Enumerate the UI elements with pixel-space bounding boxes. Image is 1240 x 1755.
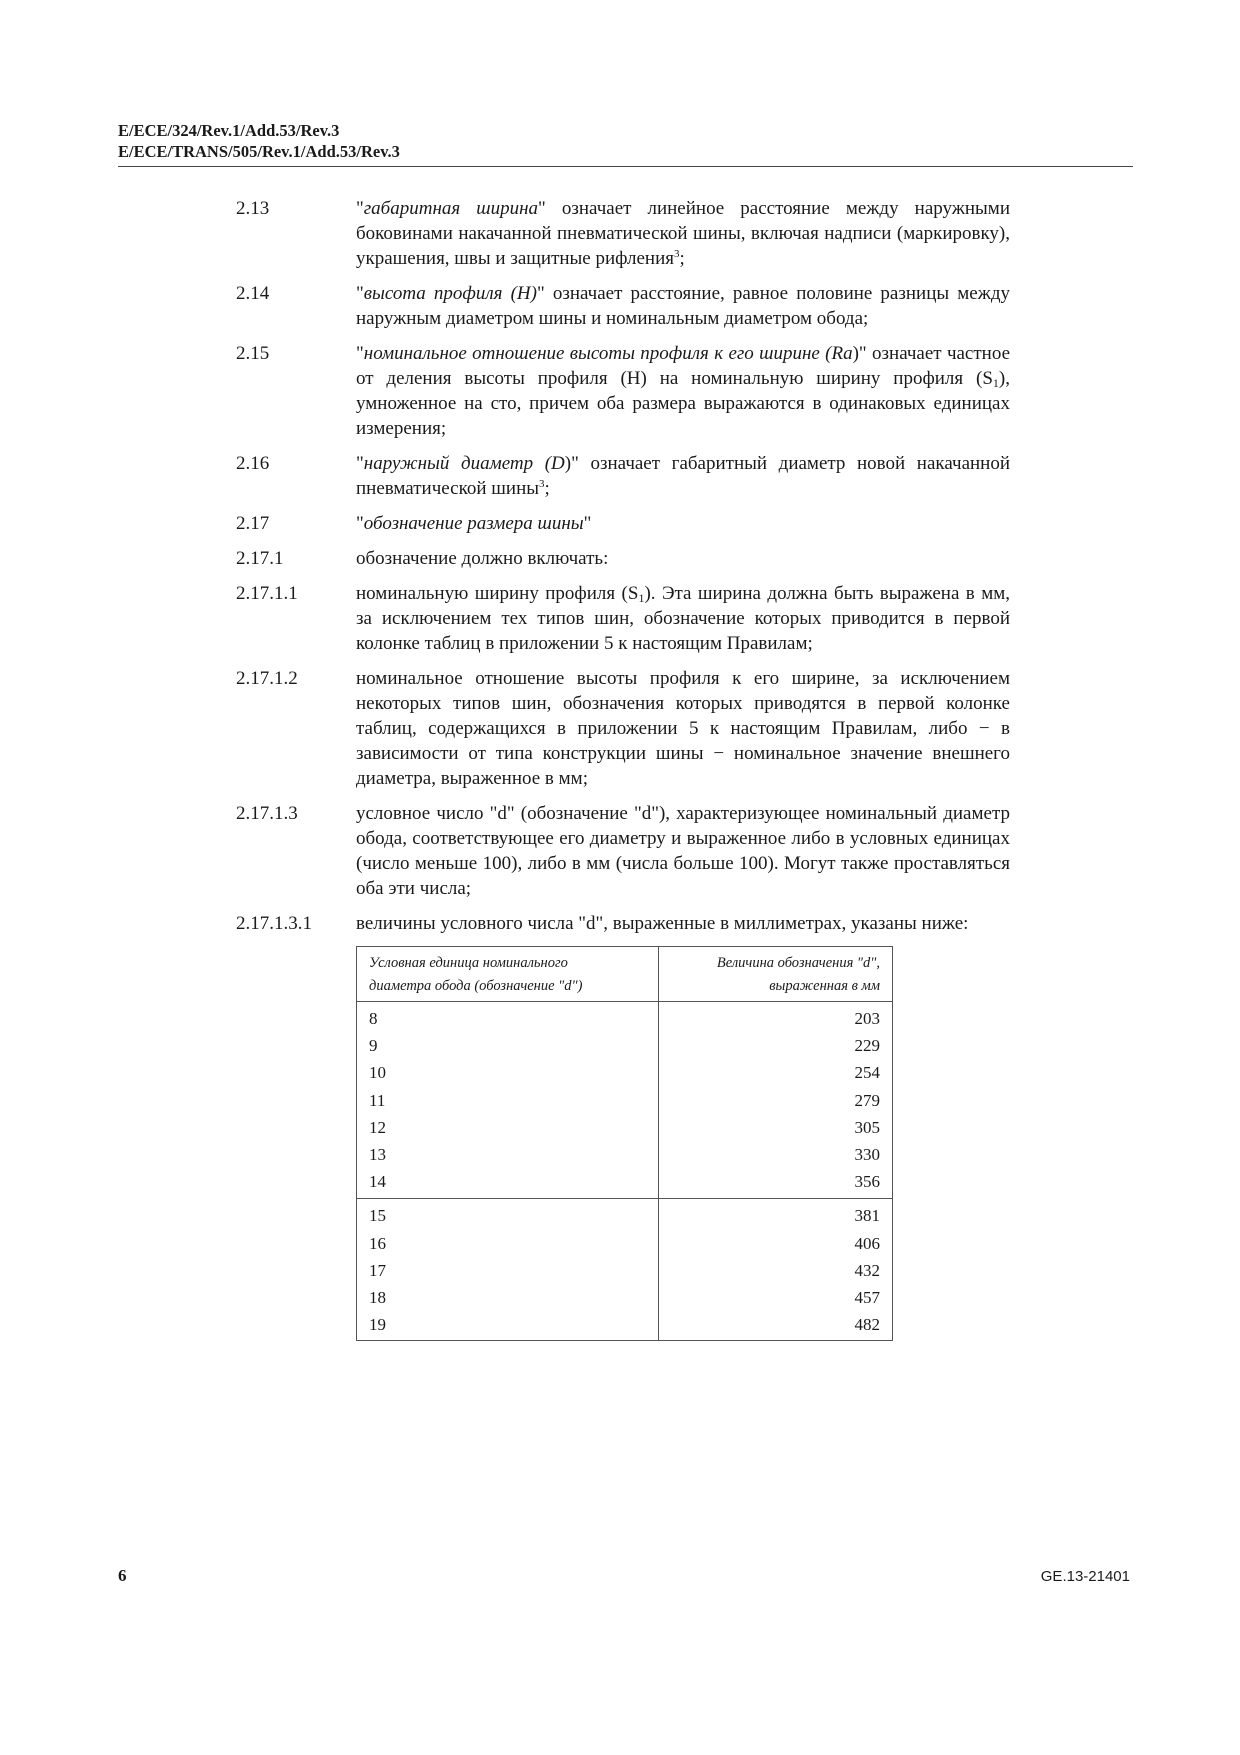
header-symbol-1: E/ECE/324/Rev.1/Add.53/Rev.3 xyxy=(118,121,340,140)
table-row: 10 254 xyxy=(357,1059,893,1086)
table-row: 13 330 xyxy=(357,1141,893,1168)
paragraph-text: номинальную ширину профиля $(S_1)$. Эта ширина должна быть выражена в мм, за исключением тех типов шин, обозначение которых приводится в первой колонке таблиц в приложении 5 к настоящим Правилам; xyxy=(356,583,1010,654)
paragraph-number: 2.17.1.3.1 xyxy=(236,913,312,934)
table-header-code: Условная единица номинального диаметра обода (обозначение "d") xyxy=(357,947,659,1002)
paragraph-number: 2.17.1.2 xyxy=(236,668,298,689)
paragraph-number: 2.17.1.1 xyxy=(236,583,298,604)
paragraph-2-14 xyxy=(236,281,1010,331)
table-row: 9 229 xyxy=(357,1032,893,1059)
term: номинальное отношение высоты профиля к его ширине (Ra xyxy=(363,343,853,364)
table-header-row xyxy=(357,947,893,1002)
paragraph-number: 2.16 xyxy=(236,453,270,474)
table-row: 11 279 xyxy=(357,1087,893,1114)
paragraph-text: "наружный диаметр (D)" означает габаритный диаметр новой накачанной пневматической шины$^3$; xyxy=(356,453,1011,499)
paragraph-text: условное число "d" (обозначение "d"), характеризующее номинальный диаметр обода, соответствующее его диаметру и выраженное либо в условных единицах (число меньше 100), либо в мм (числа больше 100). Могут также проставляться оба эти числа; xyxy=(356,803,1010,899)
paragraph-2-13 xyxy=(236,196,1010,271)
term: высота профиля (H) xyxy=(363,283,537,304)
paragraph-text: номинальное отношение высоты профиля к его ширине, за исключением некоторых типов шин, обозначения которых приводятся в первой колонке таблиц, содержащихся в приложении 5 к настоящим Правилам, либо − в зависимости от типа конструкции шины − номинальное значение внешнего диаметра, выраженное в мм; xyxy=(356,668,1010,789)
paragraph-number: 2.17.1 xyxy=(236,548,284,569)
paragraph-text: "обозначение размера шины" xyxy=(356,513,592,534)
paragraph-2-15 xyxy=(236,341,1010,441)
paragraph-2-16 xyxy=(236,451,1010,501)
table-header-mm: Величина обозначения "d", выраженная в мм xyxy=(659,947,893,1002)
table-row: 16 406 xyxy=(357,1230,893,1257)
table-row: 8 203 xyxy=(357,1002,893,1033)
paragraph-text: величины условного числа "d", выраженные в миллиметрах, указаны ниже: xyxy=(356,913,969,934)
paragraph-2-17-1-1 xyxy=(236,581,1010,656)
paragraph-2-17 xyxy=(236,511,1010,536)
table-row: 14 356 xyxy=(357,1168,893,1199)
term: габаритная ширина xyxy=(363,198,539,219)
paragraph-2-17-1 xyxy=(236,546,1010,571)
paragraph-number: 2.17.1.3 xyxy=(236,803,298,824)
paragraph-text: "габаритная ширина" означает линейное расстояние между наружными боковинами накачанной пневматической шины, включая надписи (маркировку), украшения, швы и защитные рифления$^3$; xyxy=(356,198,1011,269)
footnote-ref: 3 xyxy=(674,248,680,260)
paragraph-number: 2.13 xyxy=(236,198,270,219)
paragraph-text: обозначение должно включать: xyxy=(356,548,609,569)
table-row: 12 305 xyxy=(357,1114,893,1141)
paragraph-2-17-1-3 xyxy=(236,801,1010,901)
document-code: GE.13-21401 xyxy=(1040,1568,1130,1585)
table-row: 17 432 xyxy=(357,1257,893,1284)
paragraph-2-17-1-2 xyxy=(236,666,1010,791)
footnote-ref: 3 xyxy=(539,478,545,490)
term: обозначение размера шины xyxy=(363,513,584,534)
document-header xyxy=(118,120,1133,167)
table-group-2 xyxy=(357,1199,893,1341)
page-number: 6 xyxy=(118,1566,127,1585)
paragraph-number: 2.17 xyxy=(236,513,270,534)
table-row: 18 457 xyxy=(357,1284,893,1311)
table-row: 15 381 xyxy=(357,1199,893,1230)
table-row: 19 482 xyxy=(357,1311,893,1341)
paragraph-number: 2.15 xyxy=(236,343,270,364)
table-group-1 xyxy=(357,1002,893,1199)
document-body xyxy=(236,196,1010,1341)
term: наружный диаметр (D xyxy=(363,453,565,474)
paragraph-number: 2.14 xyxy=(236,283,270,304)
header-symbol-2: E/ECE/TRANS/505/Rev.1/Add.53/Rev.3 xyxy=(118,142,400,161)
paragraph-2-17-1-3-1 xyxy=(236,911,1010,936)
rim-diameter-table xyxy=(356,946,893,1341)
paragraph-text: "высота профиля (H)" означает расстояние, равное половине разницы между наружным диаметром шины и номинальным диаметром обода; xyxy=(356,283,1010,329)
paragraph-text: "номинальное отношение высоты профиля к его ширине (Ra)" означает частное от деления высоты профиля (H) на номинальную ширину профиля $(S_1)$, умноженное на сто, причем оба размера выражаются в одинаковых единицах измерения; xyxy=(356,343,1010,439)
